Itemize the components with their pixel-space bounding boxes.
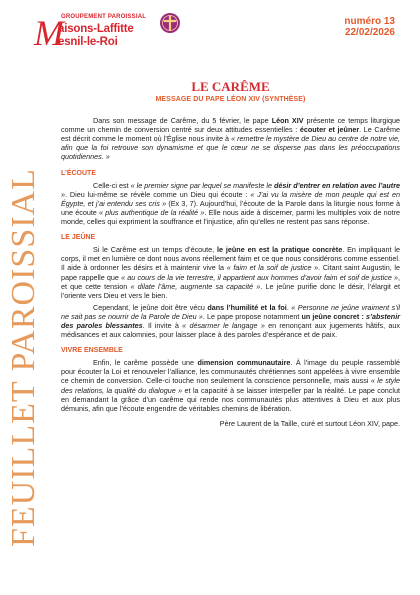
italic-run: « le premier signe par lequel se manifeste le bbox=[130, 180, 274, 190]
bold-italic-run: désir d’entrer en relation avec l’autre bbox=[273, 180, 400, 190]
text-run: (Ex 3, 7). Aujourd’hui, l’écoute de la Parole dans la liturgie nous forme à une écoute bbox=[61, 198, 400, 217]
bold-run: dimension communautaire bbox=[197, 358, 291, 368]
bold-run: Léon XIV bbox=[271, 116, 304, 126]
text-run: . Dieu lui-même se révèle comme un Dieu qui écoute : bbox=[65, 189, 251, 199]
text-run: . En impliquant le corps, il met en lumière ce dont nous avons réellement faim et ce que nous considérons comme essentiel. Il aide à ordonner les désirs et à maintenir vive la bbox=[61, 245, 400, 273]
text-run: . Le jeûne purifie donc le désir, l’élargit et l’oriente vers Dieu et vers le bien. bbox=[61, 281, 400, 300]
text-run: Dans son message de Carême, du 5 février, le pape bbox=[93, 116, 272, 126]
cross-emblem-icon bbox=[159, 12, 181, 34]
italic-run: « dilate l’âme, augmente sa capacité » bbox=[130, 281, 261, 291]
intro-paragraph bbox=[61, 116, 400, 161]
text-run: Enfin, le carême possède une bbox=[93, 358, 198, 368]
vivre-ensemble-paragraph bbox=[61, 358, 400, 413]
bold-run: le jeûne en est la pratique concrète bbox=[217, 245, 343, 255]
logo-initial: M bbox=[34, 13, 64, 53]
section-heading-vivre-ensemble: VIVRE ENSEMBLE bbox=[61, 347, 123, 355]
italic-run: « remettre le mystère de Dieu au centre de notre vie, afin que la foi retrouve son dynamisme et que le cœur ne se disperse pas dans les préoccupations quotidiennes. » bbox=[61, 134, 400, 162]
text-run: et la capacité à se laisser interpeller par la réalité. Le pape conclut en demandant la grâce d’un carême qui rende nos communautés plus attentives à Dieu et aux plus démunis, afin que l’écoute engendre de véritables chemins de libération. bbox=[61, 385, 400, 413]
text-run: en renonçant aux jugements hâtifs, aux médisances et aux calomnies, pour laisser place à des paroles d’espérance et de paix. bbox=[61, 320, 400, 340]
text-run: . À l’image du peuple rassemblé pour écouter la Loi et renouveler l’alliance, les communautés chrétiennes sont appelées à vivre ensemble ce chemin de conversion. Celle-ci touche non seulement la conscience personnelle, mais aussi bbox=[61, 358, 400, 386]
italic-run: « au cours de la vie terrestre, il appartient aux hommes d’avoir faim et soif de justice » bbox=[121, 272, 399, 282]
article-title: LE CARÊME bbox=[191, 79, 270, 94]
text-run: , et que cette tension bbox=[61, 272, 401, 291]
bold-run: un jeûne concret : bbox=[301, 311, 367, 321]
italic-run: » bbox=[61, 189, 65, 199]
sidebar bbox=[0, 120, 44, 595]
text-run: Si le Carême est un temps d’écoute, bbox=[93, 245, 218, 255]
issue-date: 22/02/2026 bbox=[344, 27, 395, 38]
article bbox=[61, 80, 400, 428]
logo-group-label: GROUPEMENT PAROISSIAL bbox=[61, 14, 147, 20]
jeune-paragraph-1 bbox=[61, 245, 400, 300]
ecoute-paragraph bbox=[61, 181, 400, 226]
text-run: . Le pape propose notamment bbox=[202, 311, 302, 321]
logo-line-2: esnil-le-Roi bbox=[58, 36, 118, 48]
italic-run: « plus authentique de la réalité » bbox=[99, 207, 205, 217]
text-run: . bbox=[286, 302, 292, 312]
article-subtitle: MESSAGE DU PAPE LÉON XIV (SYNTHÈSE) bbox=[155, 96, 306, 103]
bold-run: écouter et jeûner bbox=[299, 125, 360, 135]
issue-info bbox=[344, 16, 395, 38]
section-heading-ecoute: L’ÉCOUTE bbox=[61, 169, 97, 177]
sidebar-title: FEUILLET PAROISSIAL bbox=[5, 168, 42, 547]
issue-number: numéro 13 bbox=[344, 16, 395, 27]
parish-logo bbox=[24, 12, 184, 53]
text-run: . Il invite à bbox=[142, 320, 183, 330]
logo-line-1: aisons-Laffitte bbox=[58, 23, 134, 35]
italic-run: « désarmer le langage » bbox=[182, 320, 265, 330]
text-run: . Elle nous aide à discerner, parmi les multiples voix de notre monde, celles qui expriment la souffrance et l’injustice, afin qu’elles ne restent pas sans réponse. bbox=[61, 207, 400, 227]
italic-run: « le style des relations, la qualité du dialogue » bbox=[61, 376, 400, 395]
bold-italic-run: s’abstenir des paroles blessantes bbox=[61, 311, 400, 330]
signature: Père Laurent de la Taille, curé et surtout Léon XIV, pape. bbox=[219, 418, 400, 428]
italic-run: « faim et la soif de justice » bbox=[226, 263, 319, 273]
text-run: présente ce temps liturgique comme un chemin de conversion centré sur deux attitudes essentielles : bbox=[61, 116, 401, 135]
bold-run: dans l’humilité et la foi bbox=[207, 302, 287, 312]
section-heading-jeune: LE JEÛNE bbox=[61, 234, 96, 242]
text-run: Cependant, le jeûne doit être vécu bbox=[93, 302, 208, 312]
jeune-paragraph-2 bbox=[61, 303, 400, 339]
text-run: Celle-ci est bbox=[93, 180, 131, 190]
italic-run: « J’ai vu la misère de mon peuple qui est en Égypte, et j’ai entendu ses cris » bbox=[61, 189, 400, 208]
text-run: . Citant saint Augustin, le pape rappelle que bbox=[61, 263, 401, 282]
text-run: . Le Carême est décrit comme le moment où l’Église nous invite à bbox=[61, 125, 400, 144]
italic-run: « Personne ne jeûne vraiment s’il ne sait pas se nourrir de la Parole de Dieu » bbox=[61, 302, 400, 321]
